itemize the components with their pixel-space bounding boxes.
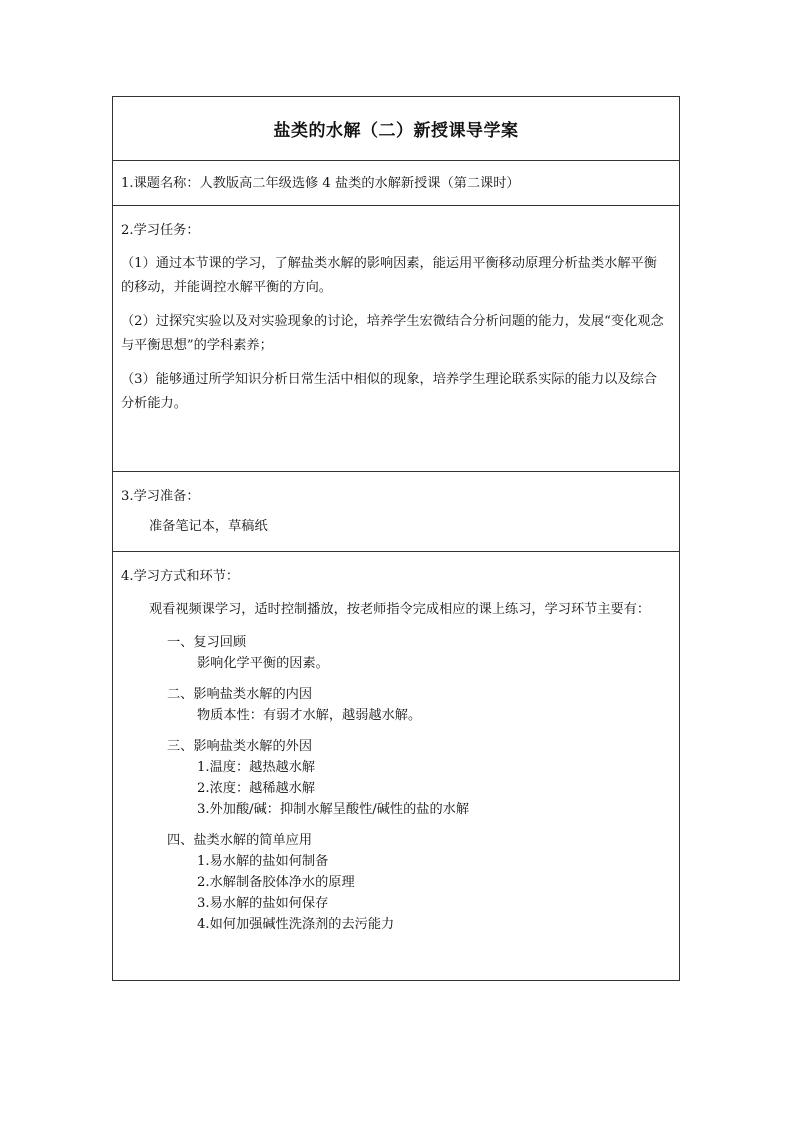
- preparation-heading: 3.学习准备：: [121, 489, 200, 504]
- title-row: [113, 97, 679, 161]
- section-item: 1.温度：越热越水解: [197, 760, 316, 775]
- task-item: （2）过探究实验以及对实验现象的讨论，培养学生宏微结合分析问题的能力，发展“变化观念与平衡思想”的学科素养；: [121, 314, 664, 353]
- section-title: 四、盐类水解的简单应用: [167, 833, 313, 848]
- course-name: 1.课题名称：人教版高二年级选修 4 盐类的水解新授课（第二课时）: [121, 176, 520, 191]
- section-item: 1.易水解的盐如何制备: [197, 854, 329, 869]
- section-item: 3.外加酸/碱：抑制水解呈酸性/碱性的盐的水解: [197, 802, 470, 817]
- course-name-row: [113, 161, 679, 206]
- section-title: 一、复习回顾: [167, 635, 247, 650]
- section-title: 二、影响盐类水解的内因: [167, 687, 313, 702]
- section-item: 影响化学平衡的因素。: [197, 656, 329, 671]
- section-review: [121, 632, 673, 674]
- method-intro: 观看视频课学习，适时控制播放，按老师指令完成相应的课上练习，学习环节主要有：: [149, 602, 651, 617]
- section-internal-factors: [121, 684, 673, 726]
- method-row: [113, 552, 679, 980]
- section-item: 物质本性：有弱才水解，越弱越水解。: [197, 708, 422, 723]
- section-item: 2.浓度：越稀越水解: [197, 781, 316, 796]
- page-title: 盐类的水解（二）新授课导学案: [273, 121, 519, 141]
- preparation-content: 准备笔记本，草稿纸: [149, 519, 268, 534]
- section-title: 三、影响盐类水解的外因: [167, 739, 313, 754]
- task-item: （3）能够通过所学知识分析日常生活中相似的现象，培养学生理论联系实际的能力以及综合分析能力。: [121, 372, 657, 411]
- preparation-row: [113, 472, 679, 552]
- section-item: 3.易水解的盐如何保存: [197, 896, 329, 911]
- method-heading: 4.学习方式和环节：: [121, 569, 240, 584]
- tasks-heading: 2.学习任务：: [121, 223, 200, 238]
- section-item: 2.水解制备胶体净水的原理: [197, 875, 355, 890]
- section-item: 4.如何加强碱性洗涤剂的去污能力: [197, 917, 395, 932]
- task-item: （1）通过本节课的学习，了解盐类水解的影响因素，能运用平衡移动原理分析盐类水解平衡的移动，并能调控水解平衡的方向。: [121, 256, 657, 295]
- lesson-plan-table: [112, 96, 680, 981]
- section-applications: [121, 830, 673, 935]
- tasks-row: [113, 206, 679, 472]
- section-external-factors: [121, 736, 673, 820]
